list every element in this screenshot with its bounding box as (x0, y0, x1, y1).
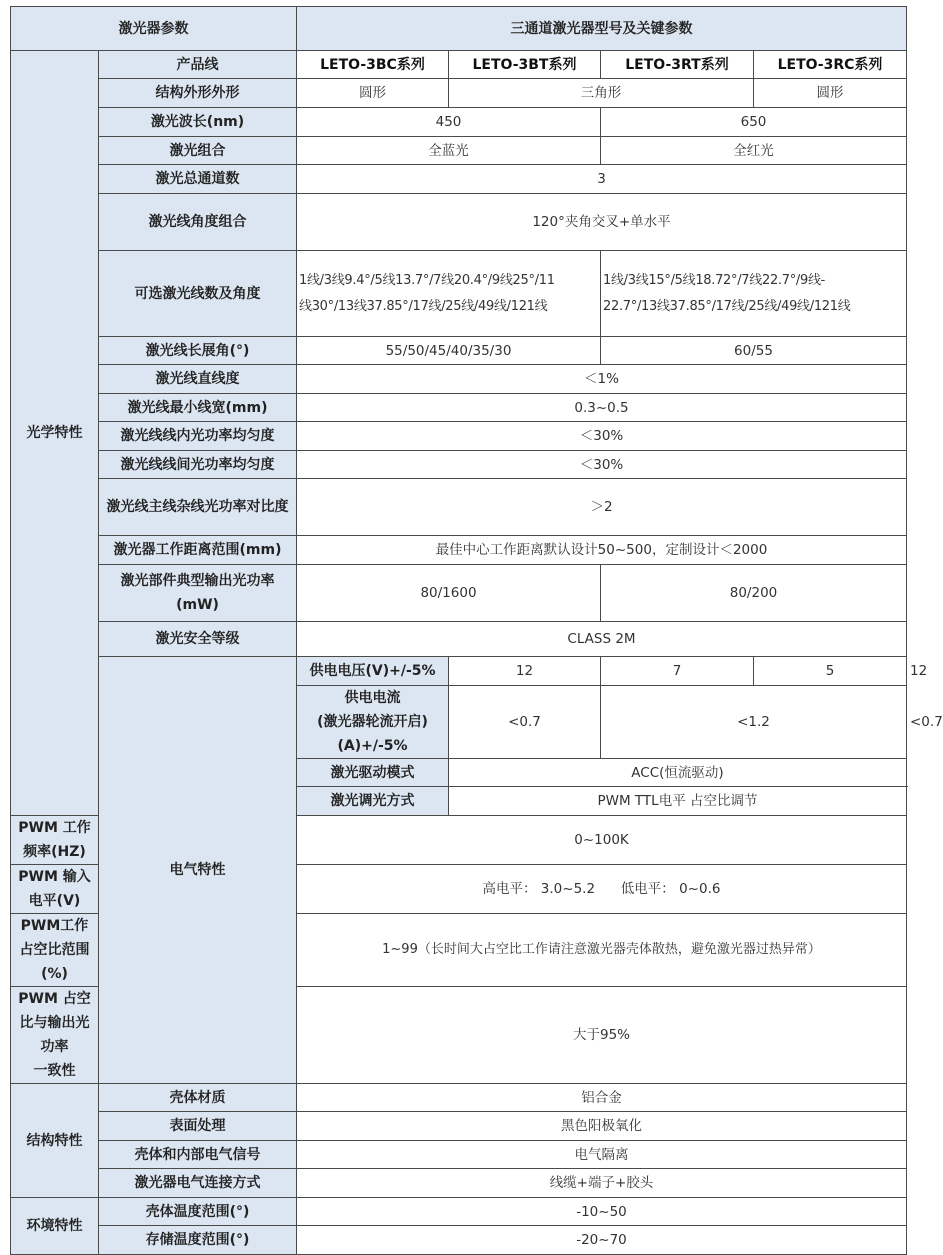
table-row (11, 536, 907, 565)
row-label: PWM 输入电平(V) (11, 865, 99, 914)
value-cell: -20~70 (297, 1226, 907, 1255)
value-cell: <1.2 (601, 686, 907, 759)
value-cell: 0~100K (297, 816, 907, 865)
table-row (11, 51, 907, 79)
table-row (11, 365, 907, 394)
row-label: PWM工作占空比范围(%) (11, 914, 99, 987)
table-row (11, 337, 907, 365)
row-label: 表面处理 (99, 1112, 297, 1141)
row-label-line: (激光器轮流开启)(A)+/-5% (317, 714, 428, 754)
header-param-cell: 激光器参数 (11, 7, 297, 51)
table-row (11, 1226, 907, 1255)
value-cell: 120°夹角交叉+单水平 (297, 194, 907, 251)
table-row (11, 479, 907, 536)
row-label-line: PWM 占空比与输出光功率 (18, 991, 91, 1055)
red-angles-cell (601, 251, 907, 337)
row-label: 激光驱动模式 (297, 759, 449, 787)
row-label: 激光器工作距离范围(mm) (99, 536, 297, 565)
value-cell: 12 (449, 657, 601, 686)
row-label: 激光线主线杂线光功率对比度 (99, 479, 297, 536)
value-cell: 60/55 (601, 337, 907, 365)
row-label (297, 686, 449, 759)
value-cell: ＜30% (297, 451, 907, 479)
row-label: 产品线 (99, 51, 297, 79)
angles-line: 线30°/13线37.85°/17线/25线/49线/121线 (299, 298, 548, 314)
table-row (11, 394, 907, 422)
value-cell: 大于95% (297, 987, 907, 1084)
value-cell: 450 (297, 108, 601, 137)
row-label: 激光部件典型输出光功率(mW) (99, 565, 297, 622)
value-cell: 650 (601, 108, 907, 137)
row-label: 激光调光方式 (297, 787, 449, 816)
product-line-cell: LETO-3RC系列 (754, 51, 907, 79)
section-optical: 光学特性 (11, 51, 99, 816)
value-cell: 铝合金 (297, 1084, 907, 1112)
table-row (11, 565, 907, 622)
row-label: 激光波长(nm) (99, 108, 297, 137)
value-cell: 三角形 (449, 79, 754, 108)
table-row (11, 137, 907, 165)
value-cell: 最佳中心工作距离默认设计50~500，定制设计＜2000 (297, 536, 907, 565)
table-row (11, 1141, 907, 1169)
row-label: 可选激光线数及角度 (99, 251, 297, 337)
blue-angles-cell (297, 251, 601, 337)
product-line-cell: LETO-3BT系列 (449, 51, 601, 79)
header-model-cell: 三通道激光器型号及关键参数 (297, 7, 907, 51)
value-cell: -10~50 (297, 1198, 907, 1226)
value-cell: CLASS 2M (297, 622, 907, 657)
value-cell: 7 (601, 657, 754, 686)
value-cell: PWM TTL电平 占空比调节 (449, 787, 907, 816)
value-cell: 圆形 (754, 79, 907, 108)
section-structural: 结构特性 (11, 1084, 99, 1198)
value-cell: 圆形 (297, 79, 449, 108)
table-row (11, 422, 907, 451)
value-cell: 5 (754, 657, 907, 686)
laser-spec-table (10, 6, 943, 1255)
row-label (11, 987, 99, 1084)
row-label: 激光线直线度 (99, 365, 297, 394)
row-label: 激光组合 (99, 137, 297, 165)
table-row (11, 1169, 907, 1198)
table-header-row (11, 7, 907, 51)
value-cell: 全红光 (601, 137, 907, 165)
value-cell: ＜30% (297, 422, 907, 451)
table-row (11, 622, 907, 657)
value-cell: 80/200 (601, 565, 907, 622)
product-line-cell: LETO-3RT系列 (601, 51, 754, 79)
value-cell: ACC(恒流驱动) (449, 759, 907, 787)
spec-table-container (10, 6, 943, 1255)
value-cell: ＜1% (297, 365, 907, 394)
table-row (11, 108, 907, 137)
row-label: 激光线线间光功率均匀度 (99, 451, 297, 479)
value-cell: 3 (297, 165, 907, 194)
table-row (11, 194, 907, 251)
row-label: 壳体材质 (99, 1084, 297, 1112)
table-row (11, 165, 907, 194)
angles-line: 1线/3线15°/5线18.72°/7线22.7°/9线- (603, 272, 826, 288)
value-cell: 全蓝光 (297, 137, 601, 165)
table-row (11, 451, 907, 479)
value-cell: ＞2 (297, 479, 907, 536)
value-cell: 55/50/45/40/35/30 (297, 337, 601, 365)
row-label: 存储温度范围(°) (99, 1226, 297, 1255)
product-line-cell: LETO-3BC系列 (297, 51, 449, 79)
table-row (11, 79, 907, 108)
value-cell: 电气隔离 (297, 1141, 907, 1169)
value-cell: 黑色阳极氧化 (297, 1112, 907, 1141)
angles-line: 22.7°/13线37.85°/17线/25线/49线/121线 (603, 298, 851, 314)
table-row: 电气特性 供电电压(V)+/-5% 12 7 5 12 (11, 657, 907, 686)
row-label: 壳体和内部电气信号 (99, 1141, 297, 1169)
row-label: 结构外形外形 (99, 79, 297, 108)
row-label: 激光线长展角(°) (99, 337, 297, 365)
value-cell: 1~99（长时间大占空比工作请注意激光器壳体散热，避免激光器过热异常） (297, 914, 907, 987)
table-row (11, 1084, 907, 1112)
row-label: 供电电压(V)+/-5% (297, 657, 449, 686)
row-label: 激光线线内光功率均匀度 (99, 422, 297, 451)
value-cell: 线缆+端子+胶头 (297, 1169, 907, 1198)
row-label-line: 一致性 (33, 1063, 76, 1079)
row-label: PWM 工作频率(HZ) (11, 816, 99, 865)
row-label: 壳体温度范围(°) (99, 1198, 297, 1226)
row-label: 激光总通道数 (99, 165, 297, 194)
value-cell: 80/1600 (297, 565, 601, 622)
table-row (11, 1112, 907, 1141)
section-electrical: 电气特性 (99, 657, 297, 1084)
row-label: 激光安全等级 (99, 622, 297, 657)
row-label: 激光线最小线宽(mm) (99, 394, 297, 422)
section-environmental: 环境特性 (11, 1198, 99, 1255)
row-label: 激光线角度组合 (99, 194, 297, 251)
angles-line: 1线/3线9.4°/5线13.7°/7线20.4°/9线25°/11 (299, 272, 555, 288)
table-row: 供电电流 (激光器轮流开启)(A)+/-5% <0.7 <1.2 <0.7 (11, 686, 907, 759)
row-label: 激光器电气连接方式 (99, 1169, 297, 1198)
table-row (11, 251, 907, 337)
value-cell: 高电平： 3.0~5.2 低电平： 0~0.6 (297, 865, 907, 914)
value-cell: 0.3~0.5 (297, 394, 907, 422)
table-row (11, 1198, 907, 1226)
value-cell: <0.7 (449, 686, 601, 759)
row-label-line: 供电电流 (344, 690, 401, 706)
